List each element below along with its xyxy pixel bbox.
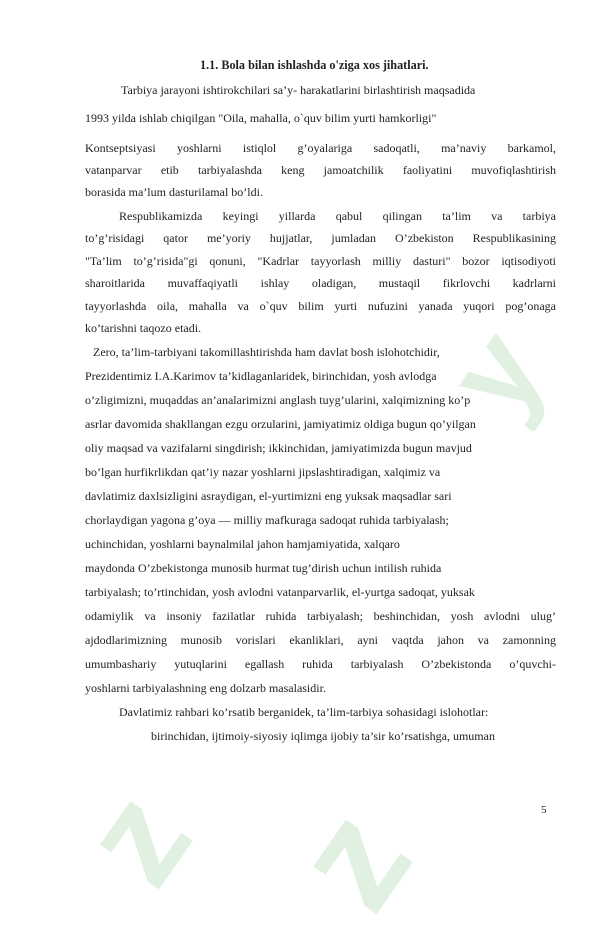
watermark-glyph: z (51, 763, 221, 912)
text-line: uchinchidan, yoshlarni baynalmilal jahon hamjamiyatida, xalqaro (85, 537, 400, 551)
text-line: "Ta’lim to’g’risida"gi qonuni, "Kadrlar tayyorlash milliy dasturi" bozor iqtisodiyoti (85, 254, 556, 268)
text-line: ko’tarishni taqozo etadi. (85, 321, 202, 335)
text-line: umumbashariy yutuqlarini egallash ruhida tarbiyalash O’zbekistonda o’quvchi- (85, 657, 556, 671)
text-line: tarbiyalash; to’rtinchidan, yosh avlodni vatanparvarlik, el-yurtga sadoqat, yuksak (85, 585, 475, 599)
text-line: vatanparvar etib tarbiyalashda keng jamoatchilik faoliyatini muvofiqlashtirish (85, 163, 556, 177)
text-line: bo’lgan hurfikrlikdan qat’iy nazar yoshlarni jipslashtiradigan, xalqimiz va (85, 465, 441, 479)
text-line: Kontseptsiyasi yoshlarni istiqlol g’oyalariga sadoqatli, ma’naviy barkamol, (85, 141, 556, 155)
text-line: oliy maqsad va vazifalarni singdirish; ikkinchidan, jamiyatimizda bugun mavjud (85, 441, 472, 455)
text-line: chorlaydigan yagona g’oya — milliy mafkuraga sadoqat ruhida tarbiyalash; (85, 513, 449, 527)
text-line: o’zligimizni, muqaddas an’analarimizni anglash tuyg’ularini, xalqimizning ko’p (85, 393, 471, 407)
text-line: maydonda O’zbekistonga munosib hurmat tug’dirish uchun intilish ruhida (85, 561, 442, 575)
page-number: 5 (541, 804, 547, 816)
text-line: borasida ma’lum dasturilamal bo’ldi. (85, 185, 263, 199)
text-line: davlatimiz daxlsizligini asraydigan, el-yurtimizni eng yuksak maqsadlar sari (85, 489, 452, 503)
text-line: Prezidentimiz I.A.Karimov ta’kidlaganlaridek, birinchidan, yosh avlodga (85, 369, 437, 383)
text-line: Davlatimiz rahbari ko’rsatib berganidek, ta’lim-tarbiya sohasidagi islohotlar: (119, 705, 489, 719)
text-line: Respublikamizda keyingi yillarda qabul qilingan ta’lim va tarbiya (119, 209, 556, 223)
section-title: 1.1. Bola bilan ishlashda o'ziga xos jihatlari. (200, 58, 429, 72)
text-line: Tarbiya jarayoni ishtirokchilari sa’y- harakatlarini birlashtirish maqsadida (121, 83, 476, 97)
watermark-glyph: y (421, 306, 570, 439)
text-line: odamiylik va insoniy fazilatlar ruhida tarbiyalash; beshinchidan, yosh avlodni ulug’ (85, 609, 556, 623)
text-line: sharoitlarida muvaffaqiyatli ishlay oladigan, mustaqil fikrlovchi kadrlarni (85, 276, 556, 290)
text-line: ajdodlarimizning munosib vorislari ekanliklari, ayni vaqtda jahon va zamonning (85, 633, 556, 647)
text-line: yoshlarni tarbiyalashning eng dolzarb masalasidir. (85, 681, 326, 695)
text-line: to’g’risidagi qator me’yoriy hujjatlar, jumladan O’zbekiston Respublikasining (85, 231, 556, 245)
text-line: tayyorlashda oila, mahalla va o`quv bilim yurti nufuzini yanada yuqori pog’onaga (85, 299, 556, 313)
text-line: Zero, ta’lim-tarbiyani takomillashtirishda ham davlat bosh islohotchidir, (93, 345, 440, 359)
watermark-glyph: z (261, 779, 443, 938)
text-line: 1993 yilda ishlab chiqilgan "Oila, mahalla, o`quv bilim yurti hamkorligi" (85, 111, 437, 125)
text-line: birinchidan, ijtimoiy-siyosiy iqlimga ijobiy ta’sir ko’rsatishga, umuman (151, 729, 495, 743)
text-line: asrlar davomida shakllangan ezgu orzularini, jamiyatimiz oldiga bugun qo’yilgan (85, 417, 476, 431)
